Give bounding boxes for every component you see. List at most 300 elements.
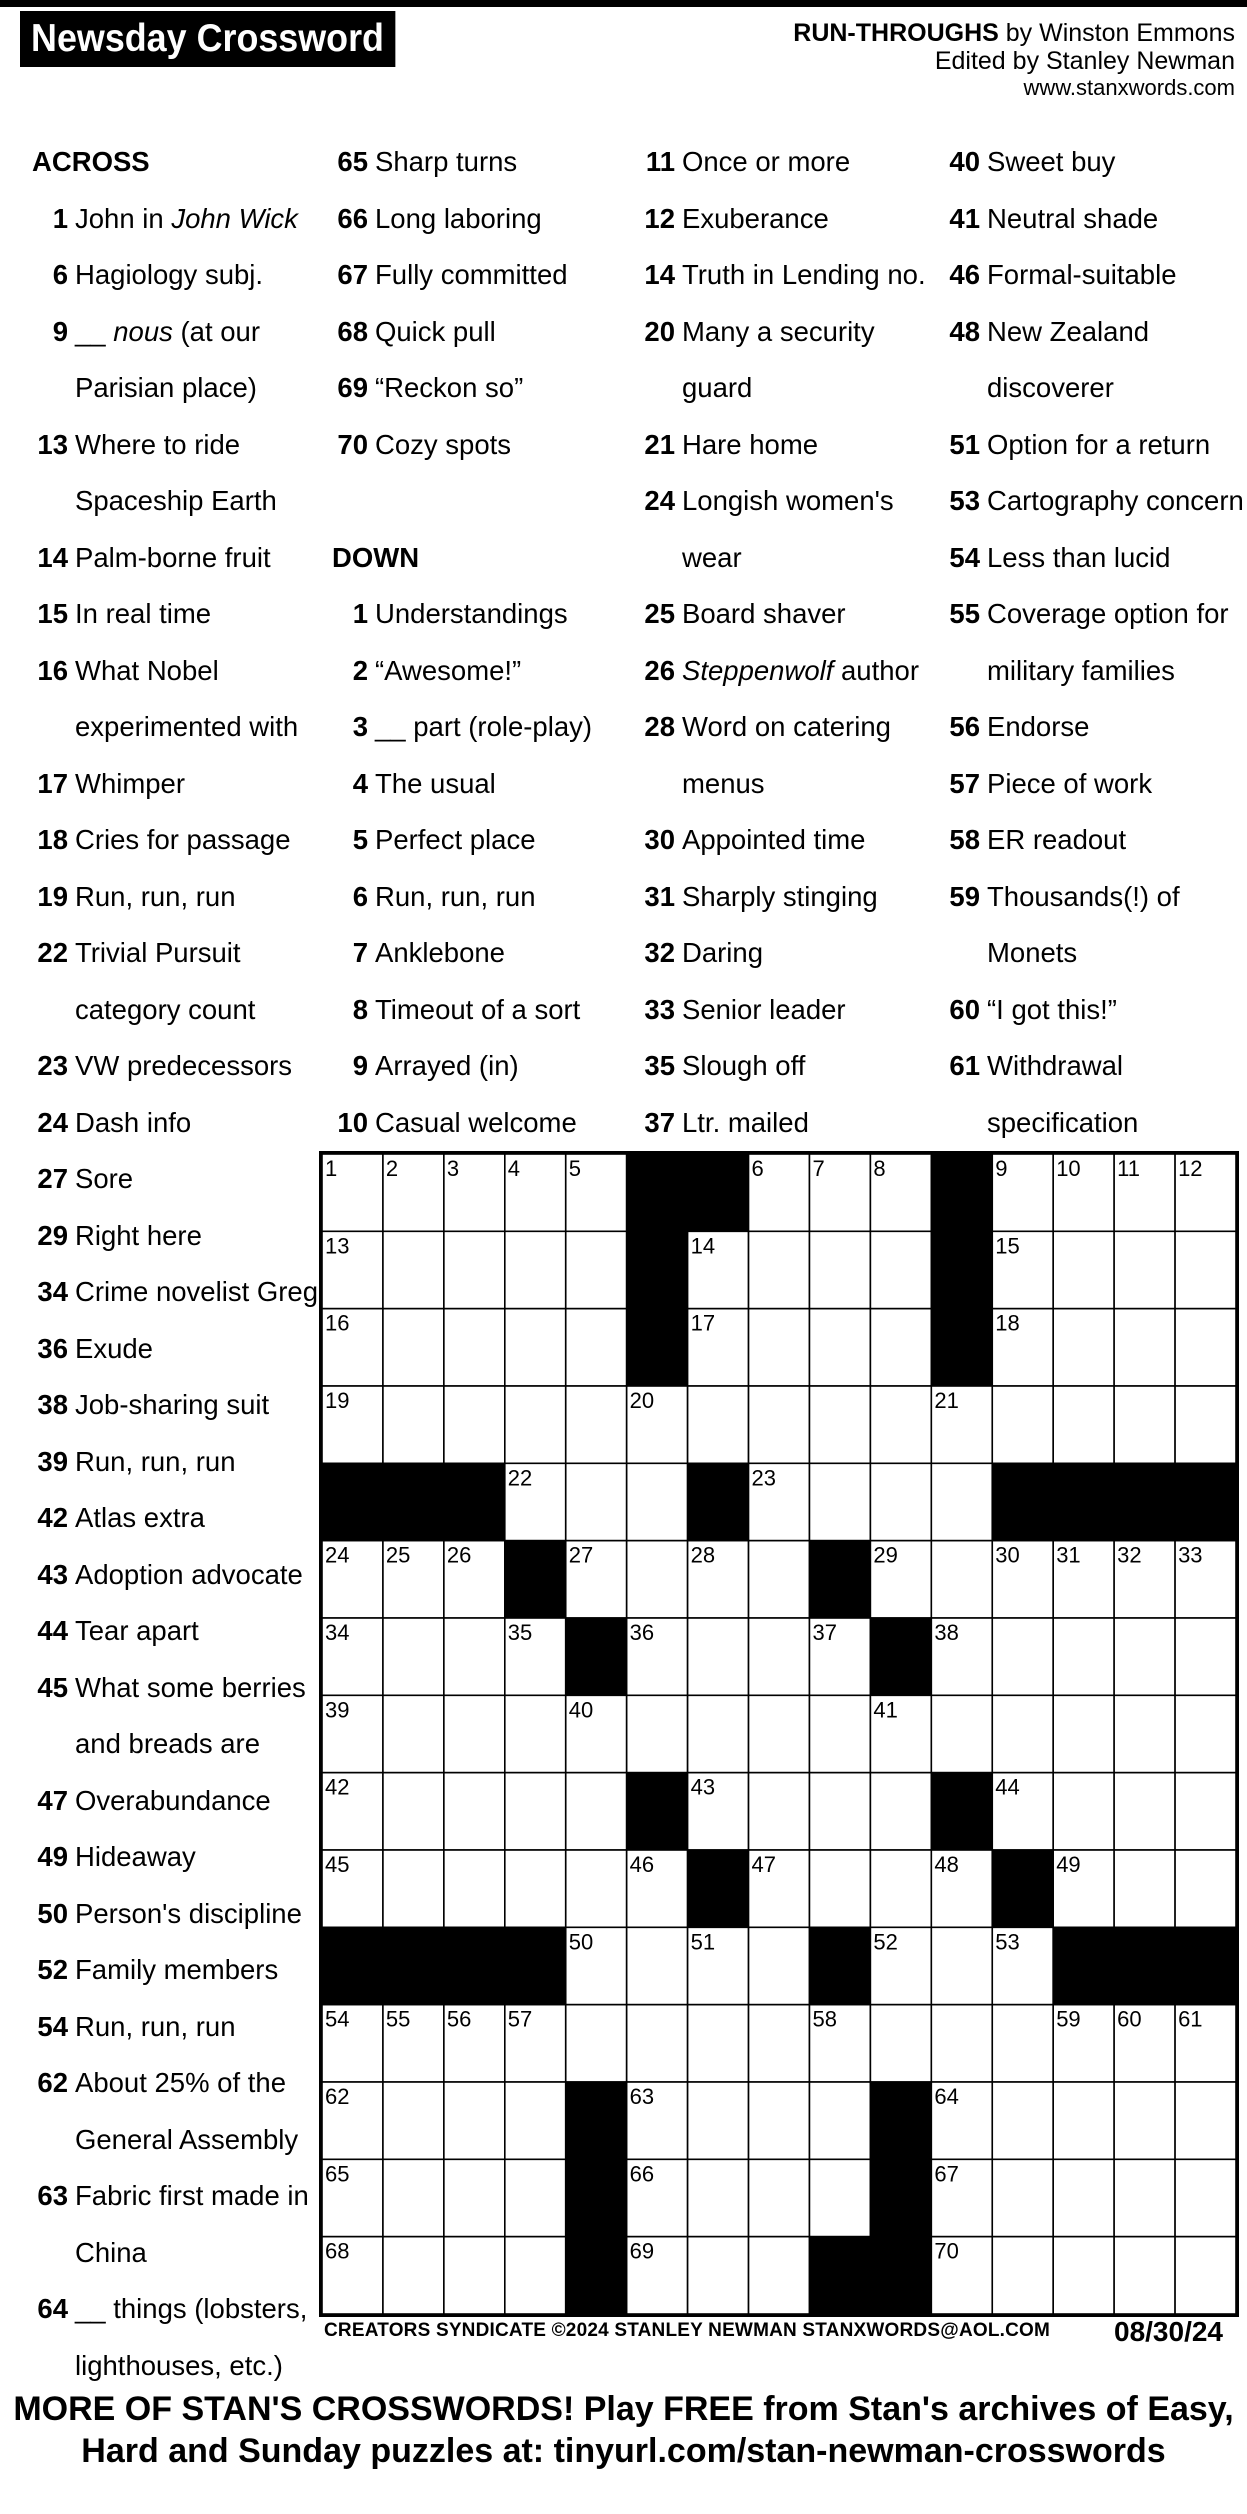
clue-number: 31: [644, 880, 675, 912]
clue-number: 2: [352, 654, 368, 686]
clue-item[interactable]: [18, 304, 318, 417]
grid-cell[interactable]: [1175, 1231, 1236, 1308]
clue-number: 37: [644, 1106, 675, 1138]
black-square: [1114, 1463, 1175, 1540]
grid-cell[interactable]: [627, 1695, 688, 1772]
cell-number: 41: [873, 1697, 898, 1723]
clue-item[interactable]: [930, 247, 1240, 304]
grid-cell[interactable]: [383, 1850, 444, 1927]
clue-text: Overabundance: [75, 1784, 271, 1816]
grid-cell[interactable]: [1114, 1231, 1175, 1308]
clue-text: John in John Wick: [75, 202, 298, 234]
clue-item[interactable]: [18, 1321, 318, 1378]
black-square: [688, 1154, 749, 1231]
clue-item[interactable]: [930, 304, 1240, 417]
clue-text: Coverage option for military families: [987, 598, 1229, 686]
grid-cell[interactable]: [749, 2005, 810, 2082]
clue-number: 33: [644, 993, 675, 1025]
grid-cell[interactable]: [627, 1463, 688, 1540]
grid-cell[interactable]: [1053, 1309, 1114, 1386]
grid-cell[interactable]: [992, 1618, 1053, 1695]
clue-item[interactable]: [18, 1942, 318, 1999]
cell-number: 14: [690, 1233, 716, 1259]
black-square: [809, 1927, 870, 2004]
grid-cell[interactable]: [931, 2005, 992, 2082]
clue-number: 51: [949, 428, 980, 460]
grid-cell[interactable]: [749, 2237, 810, 2314]
grid-cell[interactable]: [749, 2159, 810, 2236]
clue-number: 43: [37, 1558, 68, 1590]
grid-cell[interactable]: [1053, 2159, 1114, 2236]
cell-number: 35: [507, 1620, 533, 1645]
grid-cell[interactable]: [992, 1695, 1053, 1772]
grid-cell[interactable]: [444, 2082, 505, 2159]
grid-cell[interactable]: [505, 1695, 566, 1772]
black-square: [870, 2082, 931, 2159]
clue-item[interactable]: [318, 925, 618, 982]
grid-cell[interactable]: [749, 1695, 810, 1772]
grid-cell[interactable]: [444, 1773, 505, 1850]
black-square: [1053, 1463, 1114, 1540]
clue-number: 61: [949, 1050, 980, 1081]
grid-cell[interactable]: [505, 1309, 566, 1386]
website-link[interactable]: www.stanxwords.com: [1023, 75, 1235, 100]
grid-cell[interactable]: [444, 2237, 505, 2314]
clue-item[interactable]: [18, 2281, 318, 2394]
clue-number: 62: [37, 2067, 68, 2098]
grid-cell[interactable]: [688, 2005, 749, 2082]
clue-item[interactable]: [18, 1773, 318, 1830]
clue-item[interactable]: [318, 643, 618, 700]
clue-item[interactable]: [930, 473, 1244, 530]
grid-cell[interactable]: [1053, 2237, 1114, 2314]
clue-text: “I got this!”: [987, 993, 1117, 1025]
clue-item[interactable]: [18, 1660, 318, 1773]
puzzle-date: 08/30/24: [1114, 2316, 1223, 2347]
clue-text: Right here: [75, 1219, 202, 1251]
grid-cell[interactable]: [931, 1541, 992, 1618]
grid-cell[interactable]: [1114, 1773, 1175, 1850]
black-square: [870, 1618, 931, 1695]
clue-item[interactable]: [18, 1886, 318, 1943]
clue-number: 25: [644, 598, 675, 629]
grid-cell[interactable]: [809, 1386, 870, 1463]
clue-item[interactable]: [318, 812, 618, 869]
clue-item[interactable]: [625, 643, 935, 700]
grid-cell[interactable]: [688, 1386, 749, 1463]
clue-item[interactable]: [625, 417, 935, 474]
clue-item[interactable]: [318, 982, 618, 1039]
cell-number: 56: [446, 2006, 472, 2032]
grid-cell[interactable]: [1114, 1695, 1175, 1772]
grid-cell[interactable]: [383, 2237, 444, 2314]
grid-cell[interactable]: [383, 1618, 444, 1695]
grid-cell[interactable]: [566, 2005, 627, 2082]
clue-item[interactable]: [625, 812, 935, 869]
grid-cell[interactable]: [688, 2237, 749, 2314]
grid-cell[interactable]: [505, 1773, 566, 1850]
clue-number: 19: [37, 880, 68, 912]
grid-cell[interactable]: [749, 1927, 810, 2004]
clue-number: 66: [337, 202, 368, 234]
grid-cell[interactable]: [566, 1386, 627, 1463]
clue-item[interactable]: [18, 586, 318, 643]
grid-cell[interactable]: [505, 1231, 566, 1308]
grid-cell[interactable]: [444, 1695, 505, 1772]
clue-number: 24: [37, 1106, 68, 1138]
grid-cell[interactable]: [627, 2005, 688, 2082]
grid-cell[interactable]: [992, 2082, 1053, 2159]
grid-cell[interactable]: [1175, 1386, 1236, 1463]
clue-text: Slough off: [682, 1050, 806, 1081]
clue-text: Daring: [682, 937, 764, 968]
clue-column-1: [18, 134, 318, 2394]
grid-cell[interactable]: [1175, 1618, 1236, 1695]
clue-item[interactable]: [318, 699, 618, 756]
clue-item[interactable]: [930, 586, 1240, 699]
clue-number: 46: [949, 259, 980, 290]
clue-item[interactable]: [18, 1829, 318, 1886]
clue-text: What Nobel experimented with: [75, 654, 299, 742]
grid-cell[interactable]: [749, 1386, 810, 1463]
clue-item[interactable]: [625, 473, 935, 586]
grid-cell[interactable]: [566, 1309, 627, 1386]
cell-number: 69: [629, 2238, 655, 2264]
clue-number: 8: [352, 993, 368, 1025]
grid-cell[interactable]: [1114, 2159, 1175, 2236]
cell-number: 65: [325, 2161, 350, 2187]
clue-item[interactable]: [930, 530, 1240, 587]
grid-cell[interactable]: [383, 2159, 444, 2236]
black-square: [931, 1773, 992, 1850]
clue-item[interactable]: [18, 1151, 318, 1208]
grid-cell[interactable]: [566, 1463, 627, 1540]
cell-number: 43: [690, 1774, 716, 1800]
clue-item[interactable]: [18, 1547, 318, 1604]
clue-text: Arrayed (in): [375, 1050, 519, 1081]
grid-cell[interactable]: [505, 1850, 566, 1927]
grid-cell[interactable]: [566, 1850, 627, 1927]
grid-cell[interactable]: [627, 1927, 688, 2004]
clue-number: 52: [37, 1954, 68, 1985]
clue-text: Run, run, run: [75, 2010, 236, 2042]
grid-cell[interactable]: [1114, 1309, 1175, 1386]
clue-text: Cries for passage: [75, 824, 291, 855]
clue-item[interactable]: [18, 1603, 318, 1660]
clue-item[interactable]: [18, 2168, 318, 2281]
clue-number: 15: [37, 598, 68, 629]
clue-text: Family members: [75, 1954, 279, 1985]
grid-cell[interactable]: [809, 2082, 870, 2159]
grid-cell[interactable]: [809, 1850, 870, 1927]
grid-cell[interactable]: [1175, 1773, 1236, 1850]
clue-text: Withdrawal specification: [987, 1050, 1139, 1138]
grid-cell[interactable]: [1053, 1618, 1114, 1695]
cell-number: 36: [629, 1620, 655, 1645]
clue-item[interactable]: [318, 360, 618, 417]
clue-item[interactable]: [18, 2055, 318, 2168]
grid-cell[interactable]: [809, 1309, 870, 1386]
clue-item[interactable]: [625, 1095, 935, 1152]
grid-cell[interactable]: [383, 1309, 444, 1386]
clue-number: 49: [37, 1841, 68, 1872]
grid-cell[interactable]: [749, 1618, 810, 1695]
grid-cell[interactable]: [1114, 1618, 1175, 1695]
cell-number: 45: [325, 1852, 350, 1877]
grid-cell[interactable]: [688, 2159, 749, 2236]
grid-cell[interactable]: [931, 1927, 992, 2004]
clue-item[interactable]: [18, 417, 318, 530]
black-square: [322, 1927, 383, 2004]
grid-cell[interactable]: [566, 1773, 627, 1850]
black-square: [931, 1309, 992, 1386]
grid-cell[interactable]: [1053, 2082, 1114, 2159]
clue-text: Understandings: [375, 598, 568, 629]
grid-cell[interactable]: [870, 1231, 931, 1308]
clue-item[interactable]: [930, 756, 1240, 813]
clue-item[interactable]: [18, 1434, 318, 1491]
grid-cell[interactable]: [1053, 1695, 1114, 1772]
clue-item[interactable]: [625, 925, 935, 982]
clue-item[interactable]: [318, 417, 618, 474]
clue-item[interactable]: [18, 1038, 318, 1095]
clue-item[interactable]: [318, 1095, 618, 1152]
grid-cell[interactable]: [1053, 1773, 1114, 1850]
grid-cell[interactable]: [505, 2082, 566, 2159]
clue-item[interactable]: [18, 1999, 318, 2056]
black-square: [627, 1309, 688, 1386]
clue-item[interactable]: [18, 530, 318, 587]
grid-cell[interactable]: [383, 1231, 444, 1308]
grid-cell[interactable]: [931, 1695, 992, 1772]
grid-cell[interactable]: [870, 1463, 931, 1540]
grid-cell[interactable]: [809, 1231, 870, 1308]
cell-number: 29: [873, 1542, 898, 1568]
clue-item[interactable]: [625, 304, 935, 417]
grid-cell[interactable]: [1175, 1850, 1236, 1927]
clue-text: Quick pull: [375, 315, 496, 347]
grid-cell[interactable]: [749, 1231, 810, 1308]
clue-text: Crime novelist Greg: [75, 1276, 318, 1307]
clue-item[interactable]: [318, 247, 618, 304]
grid-cell[interactable]: [444, 1386, 505, 1463]
grid-cell[interactable]: [870, 1386, 931, 1463]
grid-cell[interactable]: [1053, 1386, 1114, 1463]
grid-cell[interactable]: [383, 1773, 444, 1850]
cell-number: 66: [629, 2161, 655, 2187]
grid-cell[interactable]: [749, 1773, 810, 1850]
clue-item[interactable]: [625, 869, 935, 926]
grid-cell[interactable]: [809, 1773, 870, 1850]
grid-cell[interactable]: [444, 1231, 505, 1308]
clue-number: 10: [337, 1106, 368, 1138]
cell-number: 32: [1117, 1542, 1142, 1568]
clue-item[interactable]: [930, 812, 1240, 869]
clue-text: Option for a return: [987, 428, 1211, 460]
clue-text: Senior leader: [682, 993, 846, 1025]
promo-line-2[interactable]: Hard and Sunday puzzles at: tinyurl.com/stan-newman-crosswords: [81, 2432, 1166, 2470]
grid-cell[interactable]: [505, 1386, 566, 1463]
grid-cell[interactable]: [1114, 1850, 1175, 1927]
clue-item[interactable]: [18, 1208, 318, 1265]
grid-cell[interactable]: [809, 2159, 870, 2236]
grid-cell[interactable]: [870, 1773, 931, 1850]
clue-number: 26: [644, 654, 675, 686]
clue-text: Less than lucid: [987, 541, 1171, 573]
grid-cell[interactable]: [870, 2005, 931, 2082]
clue-number: 13: [37, 428, 68, 460]
grid-cell[interactable]: [505, 2237, 566, 2314]
clue-item[interactable]: [18, 756, 318, 813]
clue-number: 14: [644, 259, 675, 290]
grid-cell[interactable]: [383, 1695, 444, 1772]
grid-cell[interactable]: [1114, 2082, 1175, 2159]
clue-number: 9: [52, 315, 68, 347]
clue-item[interactable]: [18, 1377, 318, 1434]
grid-cell[interactable]: [1175, 2082, 1236, 2159]
clue-item[interactable]: [625, 586, 935, 643]
grid-cell[interactable]: [992, 2005, 1053, 2082]
grid-cell[interactable]: [444, 1309, 505, 1386]
cell-number: 2: [385, 1156, 399, 1181]
clue-item[interactable]: [930, 699, 1240, 756]
clue-item[interactable]: [625, 134, 935, 191]
black-square: [809, 2237, 870, 2314]
clue-text: Appointed time: [682, 824, 866, 855]
clue-item[interactable]: [930, 417, 1240, 474]
clue-number: 5: [352, 824, 368, 855]
clue-number: 59: [949, 880, 980, 912]
clue-item[interactable]: [318, 134, 618, 191]
clue-item[interactable]: [18, 191, 318, 248]
clue-item[interactable]: [318, 191, 618, 248]
grid-cell[interactable]: [749, 1541, 810, 1618]
grid-cell[interactable]: [1175, 1695, 1236, 1772]
grid-cell[interactable]: [749, 1309, 810, 1386]
clue-item[interactable]: [930, 191, 1240, 248]
clue-number: 6: [52, 259, 68, 290]
black-square: [566, 1618, 627, 1695]
grid-cell[interactable]: [749, 2082, 810, 2159]
grid-cell[interactable]: [1053, 1231, 1114, 1308]
grid-cell[interactable]: [870, 1309, 931, 1386]
grid-cell[interactable]: [992, 2159, 1053, 2236]
clue-item[interactable]: [18, 812, 318, 869]
grid-cell[interactable]: [1114, 1386, 1175, 1463]
clue-text: Formal-suitable: [987, 259, 1177, 290]
clue-item[interactable]: [18, 1490, 318, 1547]
clue-number: 6: [352, 880, 368, 912]
clue-text: Atlas extra: [75, 1502, 205, 1533]
clue-number: 11: [645, 146, 675, 177]
grid-cell[interactable]: [688, 1618, 749, 1695]
clue-item[interactable]: [625, 982, 935, 1039]
grid-cell[interactable]: [444, 1618, 505, 1695]
clue-number: 45: [37, 1671, 68, 1703]
clue-item[interactable]: [318, 1038, 618, 1095]
cell-number: 23: [751, 1465, 777, 1491]
clue-item[interactable]: [18, 247, 318, 304]
black-square: [1053, 1927, 1114, 2004]
clue-item[interactable]: [318, 756, 618, 813]
black-square: [322, 1463, 383, 1540]
grid-cell[interactable]: [688, 2082, 749, 2159]
clue-number: 1: [352, 598, 368, 629]
clue-number: 30: [644, 824, 675, 855]
grid-cell[interactable]: [809, 1463, 870, 1540]
cell-number: 22: [507, 1465, 533, 1491]
black-square: [383, 1463, 444, 1540]
grid-cell[interactable]: [444, 1850, 505, 1927]
grid-cell[interactable]: [931, 1463, 992, 1540]
black-square: [688, 1850, 749, 1927]
grid-cell[interactable]: [566, 1231, 627, 1308]
clue-item[interactable]: [18, 643, 318, 756]
clue-item[interactable]: [625, 699, 935, 812]
clue-item[interactable]: [930, 869, 1240, 982]
clue-item[interactable]: [930, 134, 1240, 191]
black-square: [566, 2082, 627, 2159]
cell-number: 67: [934, 2161, 959, 2187]
crossword-grid[interactable]: [319, 1151, 1239, 2317]
grid-cell[interactable]: [444, 2159, 505, 2236]
grid-cell[interactable]: [505, 2159, 566, 2236]
clue-item[interactable]: [18, 869, 318, 926]
clue-number: 67: [337, 259, 368, 290]
clue-item[interactable]: [18, 925, 318, 1038]
clue-item[interactable]: [930, 982, 1240, 1039]
clue-item[interactable]: [318, 586, 618, 643]
cell-number: 11: [1117, 1156, 1140, 1181]
cell-number: 46: [629, 1852, 655, 1877]
grid-cell[interactable]: [809, 1695, 870, 1772]
cell-number: 12: [1178, 1156, 1203, 1181]
black-square: [1175, 1927, 1236, 2004]
clue-text: “Reckon so”: [375, 372, 524, 403]
clue-item[interactable]: [18, 1095, 318, 1152]
clue-item[interactable]: [18, 1264, 318, 1321]
clue-text: Perfect place: [375, 824, 536, 855]
grid-cell[interactable]: [383, 1386, 444, 1463]
clue-item[interactable]: [625, 247, 935, 304]
grid-cell[interactable]: [1175, 2159, 1236, 2236]
grid-cell[interactable]: [870, 1850, 931, 1927]
grid-cell[interactable]: [627, 1541, 688, 1618]
clue-text: Casual welcome: [375, 1106, 577, 1138]
grid-cell[interactable]: [1114, 2237, 1175, 2314]
clue-item[interactable]: [625, 1038, 935, 1095]
cell-number: 6: [751, 1156, 764, 1181]
clue-number: 9: [352, 1050, 368, 1081]
clue-item[interactable]: [930, 1038, 1240, 1151]
grid-cell[interactable]: [1175, 1309, 1236, 1386]
clue-number: 56: [949, 711, 980, 742]
clue-number: 20: [644, 315, 675, 347]
clue-number: 1: [52, 202, 68, 234]
cell-number: 5: [568, 1156, 581, 1181]
grid-cell[interactable]: [688, 1695, 749, 1772]
grid-cell[interactable]: [383, 2082, 444, 2159]
grid-cell[interactable]: [992, 2237, 1053, 2314]
grid-cell[interactable]: [1175, 2237, 1236, 2314]
grid-cell[interactable]: [992, 1386, 1053, 1463]
cell-number: 63: [629, 2084, 655, 2109]
cell-number: 13: [325, 1233, 350, 1259]
clue-item[interactable]: [318, 304, 618, 361]
clue-item[interactable]: [625, 191, 935, 248]
clue-item[interactable]: [318, 869, 618, 926]
cell-number: 25: [385, 1542, 411, 1568]
